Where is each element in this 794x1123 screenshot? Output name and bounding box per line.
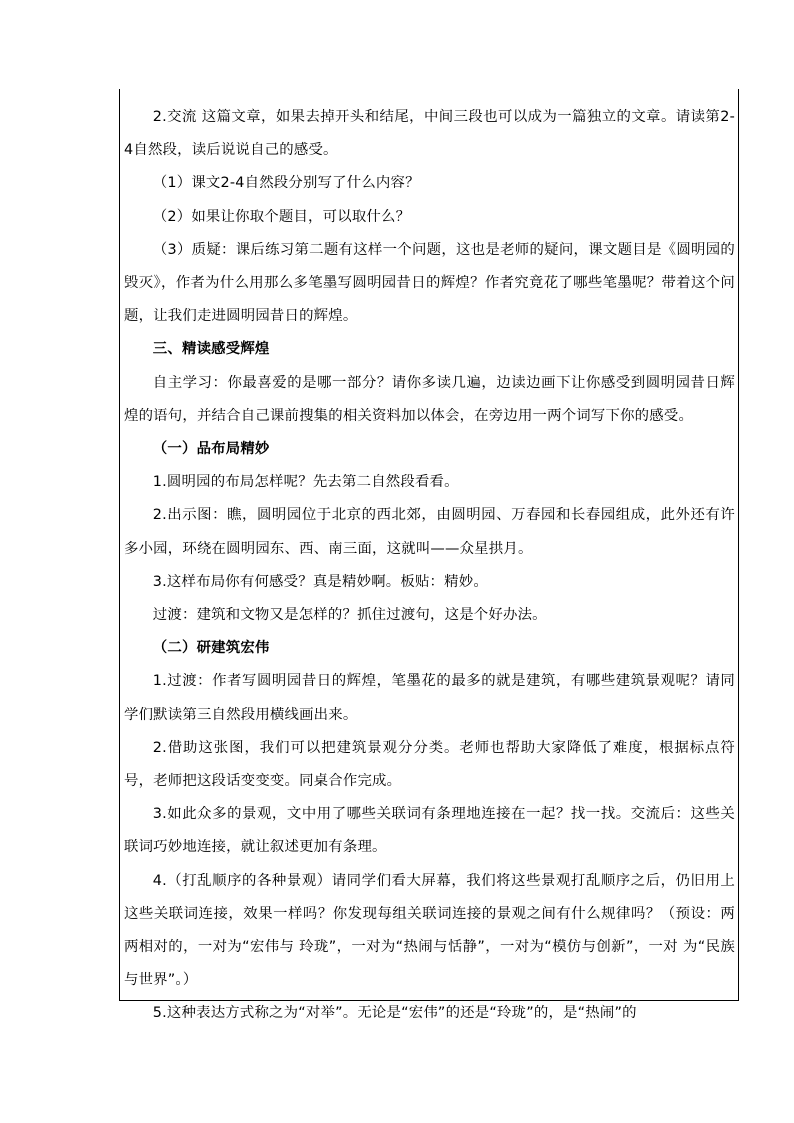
paragraph-exchange: 2.交流 这篇文章，如果去掉开头和结尾，中间三段也可以成为一篇独立的文章。请读第2-4自然段，读后说说自己的感受。: [124, 109, 735, 159]
architecture-item-3: 3.如此众多的景观，文中用了哪些关联词有条理地连接在一起？找一找。交流后：这些关联词巧妙地连接，就让叙述更加有条理。: [124, 806, 735, 856]
architecture-item-4: 4.（打乱顺序的各种景观）请同学们看大屏幕，我们将这些景观打乱顺序之后，仍旧用上这些关联词连接，效果一样吗？你发现每组关联词连接的景观之间有什么规律吗？（预设：两两相对的，一对为“宏伟与 玲珑”，一对为“热闹与恬静”，一对为“模仿与创新”，一对 为“民族与世界”。）: [124, 872, 735, 989]
architecture-item-5: 5.这种表达方式称之为“对举”。无论是“宏伟”的还是“玲珑”的，是“热闹”的: [152, 1005, 637, 1022]
layout-item-3: 3.这样布局你有何感受？真是精妙啊。板贴：精妙。: [152, 573, 488, 590]
table-cell: [119, 89, 739, 1022]
paragraph-self-study: 自主学习：你最喜爱的是哪一部分？请你多读几遍，边读边画下让你感受到圆明园昔日辉煌的语句，并结合自己课前搜集的相关资料加以体会，在旁边用一两个词写下你的感受。: [124, 374, 735, 424]
layout-item-1: 1.圆明园的布局怎样呢？先去第二自然段看看。: [152, 474, 459, 491]
section-heading-3: 三、精读感受辉煌: [152, 341, 270, 358]
question-2: （2）如果让你取个题目，可以取什么？: [152, 208, 411, 225]
subheading-layout: （一）品布局精妙: [152, 441, 270, 458]
architecture-item-2: 2.借助这张图，我们可以把建筑景观分分类。老师也帮助大家降低了难度，根据标点符号，老师把这段话变变变。同桌合作完成。: [124, 739, 735, 790]
question-1: （1）课文2-4自然段分别写了什么内容？: [152, 175, 420, 192]
question-3: （3）质疑：课后练习第二题有这样一个问题，这也是老师的疑问，课文题目是《圆明园的毁灭》，作者为什么用那么多笔墨写圆明园昔日的辉煌？作者究竟花了哪些笔墨呢？带着这个问题，让我们走进圆明园昔日的辉煌。: [124, 241, 735, 325]
subheading-architecture: （二）研建筑宏伟: [152, 640, 270, 657]
architecture-item-1: 1.过渡：作者写圆明园昔日的辉煌，笔墨花的最多的就是建筑，有哪些建筑景观呢？请同学们默读第三自然段用横线画出来。: [124, 673, 735, 723]
layout-item-2: 2.出示图：瞧，圆明园位于北京的西北郊，由圆明园、万春园和长春园组成，此外还有许多小园，环绕在圆明园东、西、南三面，这就叫——众星拱月。: [124, 507, 735, 557]
transition-paragraph: 过渡：建筑和文物又是怎样的？抓住过渡句，这是个好办法。: [152, 607, 547, 624]
